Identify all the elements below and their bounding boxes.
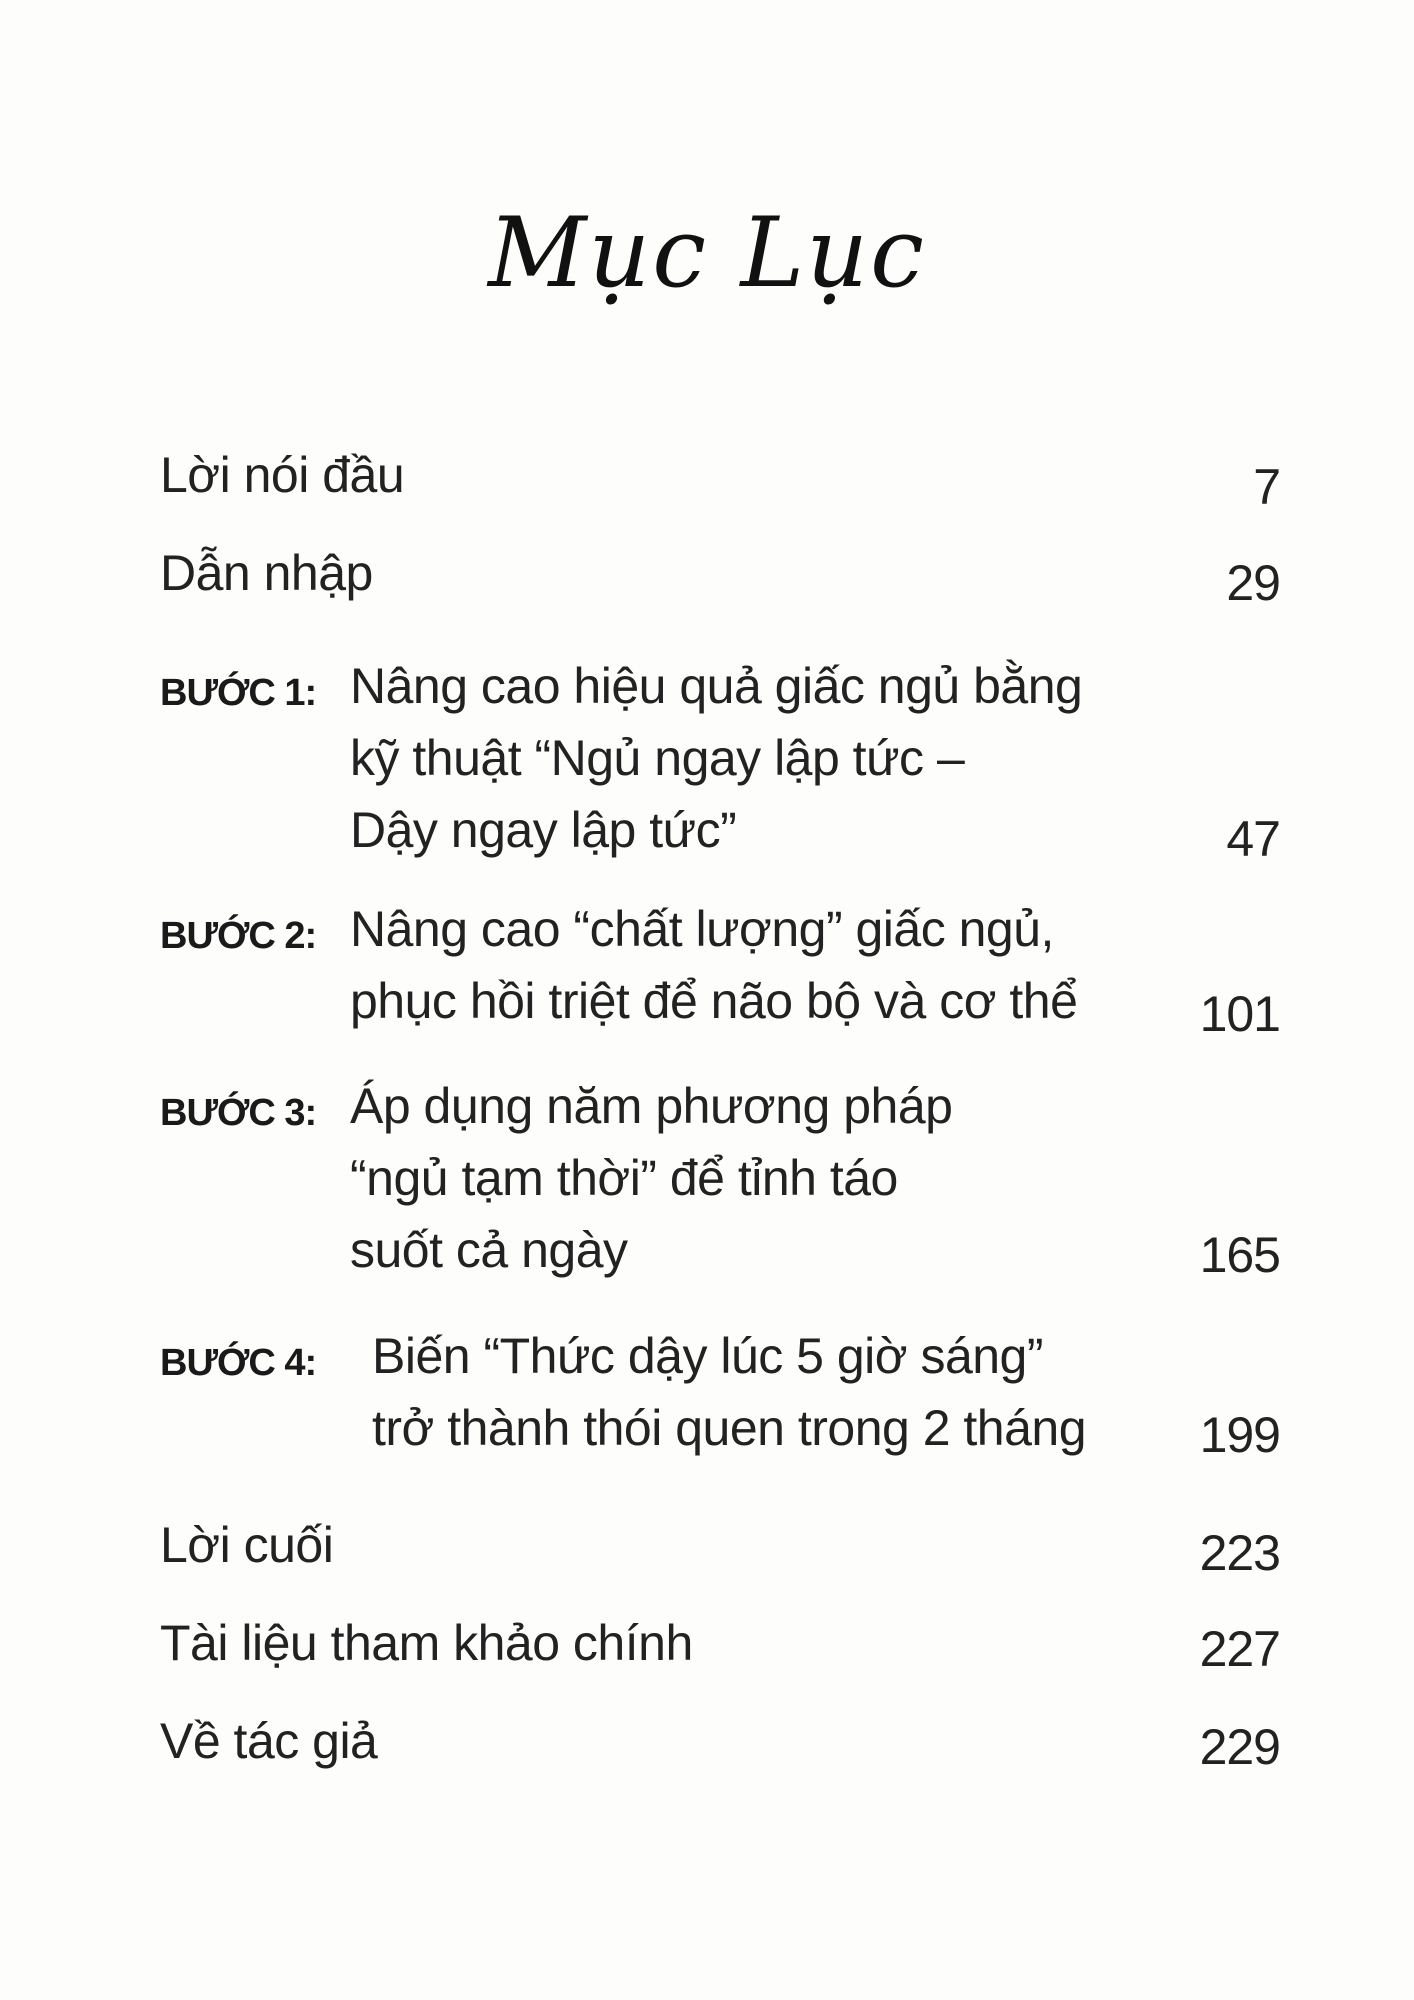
entry-page-number: 227 (1199, 1621, 1280, 1677)
step-title (350, 650, 1082, 866)
step-title-line: kỹ thuật “Ngủ ngay lập tức – (350, 730, 965, 786)
step-title-line: Nâng cao “chất lượng” giấc ngủ, (350, 901, 1054, 957)
step-title-line: phục hồi triệt để não bộ và cơ thể (350, 973, 1078, 1029)
entry-page-number: 165 (1199, 1227, 1280, 1283)
entry-label: Tài liệu tham khảo chính (160, 1615, 693, 1671)
step-title (350, 893, 1077, 1037)
entry-page-number: 7 (1253, 459, 1280, 515)
step-title (350, 1070, 952, 1286)
entry-page-number: 229 (1199, 1719, 1280, 1775)
step-title-line: Nâng cao hiệu quả giấc ngủ bằng (350, 658, 1083, 714)
step-label: BƯỚC 1: (160, 672, 317, 714)
page-title: Mục Lục (488, 197, 926, 309)
step-title-line: “ngủ tạm thời” để tỉnh táo (350, 1150, 898, 1206)
entry-page-number: 199 (1199, 1407, 1280, 1463)
entry-page-number: 29 (1226, 555, 1280, 611)
entry-label: Về tác giả (160, 1713, 378, 1769)
entry-page-number: 101 (1199, 986, 1280, 1042)
step-label: BƯỚC 4: (160, 1342, 317, 1384)
step-title-line: trở thành thói quen trong 2 tháng (372, 1400, 1087, 1456)
step-title-line: Biến “Thức dậy lúc 5 giờ sáng” (372, 1328, 1044, 1384)
entry-page-number: 47 (1226, 811, 1280, 867)
entry-label: Lời cuối (160, 1517, 334, 1573)
step-label: BƯỚC 3: (160, 1092, 317, 1134)
entry-page-number: 223 (1199, 1525, 1280, 1581)
step-title (372, 1320, 1086, 1464)
step-title-line: Dậy ngay lập tức” (350, 802, 737, 858)
step-title-line: suốt cả ngày (350, 1222, 628, 1278)
entry-label: Dẫn nhập (160, 545, 373, 601)
step-title-line: Áp dụng năm phương pháp (350, 1078, 953, 1134)
step-label: BƯỚC 2: (160, 915, 317, 957)
entry-label: Lời nói đầu (160, 447, 405, 503)
